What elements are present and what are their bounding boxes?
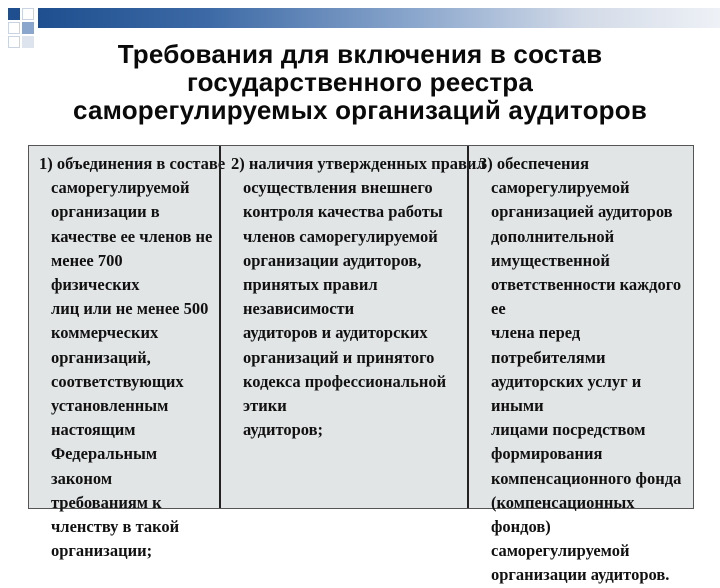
requirement-heading: 3) обеспечения bbox=[479, 154, 589, 173]
title-line: Требования для включения в состав bbox=[117, 39, 603, 69]
requirement-heading: 1) объединения в составе bbox=[39, 154, 226, 173]
decor-square bbox=[22, 22, 34, 34]
requirement-heading: 2) наличия утвержденных правил bbox=[231, 154, 486, 173]
requirement-column-1 bbox=[29, 146, 226, 561]
requirements-table bbox=[28, 145, 694, 585]
decor-square bbox=[22, 8, 34, 20]
decor-square bbox=[8, 8, 20, 20]
slide-title bbox=[0, 40, 720, 124]
header-gradient-bar bbox=[38, 8, 720, 28]
title-line: саморегулируемых организаций аудиторов bbox=[72, 95, 648, 125]
requirement-column-2 bbox=[219, 146, 486, 508]
decor-square bbox=[8, 22, 20, 34]
requirement-text: саморегулируемой организации в качестве ее членов не менее 700 физических лиц или не менее 500 коммерческих организаций, соответствующих установленным настоящим Федеральным законом требованиям к членству в такой организации; bbox=[51, 178, 213, 561]
title-line: государственного реестра bbox=[186, 67, 534, 97]
requirement-text: осуществления внешнего контроля качества работы членов саморегулируемой организации аудиторов, принятых правил независимости аудиторов и аудиторских организаций и принятого кодекса профессиональной этики аудиторов; bbox=[243, 178, 447, 440]
requirement-column-3 bbox=[467, 146, 693, 585]
requirement-text: саморегулируемой организацией аудиторов дополнительной имущественной ответственности каждого ее члена перед потребителями аудиторских услуг и иными лицами посредством формирования компенсационного фонда (компенсационных фондов) саморегулируемой организации аудиторов. bbox=[491, 178, 682, 585]
